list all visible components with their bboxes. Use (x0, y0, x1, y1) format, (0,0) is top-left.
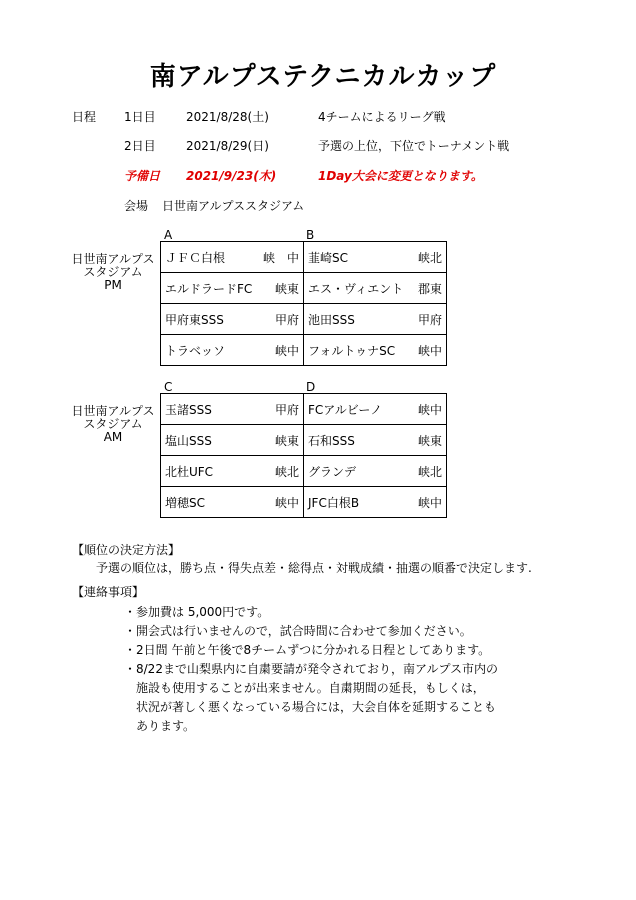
team-area: 峡中 (417, 402, 442, 417)
table-row (161, 242, 447, 273)
day1-label: 1日目 (124, 110, 156, 124)
team-area: 郡東 (417, 281, 442, 296)
team-name: 増穂SC (165, 495, 205, 510)
team-name: トラベッソ (165, 343, 226, 358)
am-groups-table (160, 393, 447, 518)
team-area: 峡東 (417, 433, 442, 448)
contact-item-cont: あります。 (136, 719, 196, 733)
table-row (161, 335, 447, 366)
team-name: 石和SSS (308, 433, 355, 448)
team-area: 峡中 (274, 495, 299, 510)
venue-name: 日世南アルプススタジアム (162, 199, 305, 213)
team-name: 塩山SSS (165, 433, 212, 448)
team-name: 甲府東SSS (165, 312, 224, 327)
team-area: 峡北 (417, 250, 442, 265)
reserve-day-desc: 1Day大会に変更となります。 (318, 169, 483, 183)
team-name: グランデ (308, 464, 357, 479)
contact-item-cont: 施設も使用することが出来ません。自粛期間の延長，もしくは， (136, 681, 485, 695)
table-row (161, 487, 447, 518)
day2-date: 2021/8/29(日) (186, 139, 269, 153)
group-b-label: B (306, 228, 315, 242)
team-area: 甲府 (417, 312, 442, 327)
team-area: 峡中 (274, 343, 299, 358)
contact-item: ・開会式は行いませんので，試合時間に合わせて参加ください。 (124, 624, 472, 638)
contact-item: ・参加費は 5,000円です。 (124, 605, 270, 619)
team-area: 甲府 (274, 312, 299, 327)
reserve-day-date: 2021/9/23(木) (186, 169, 277, 183)
table-row (161, 273, 447, 304)
day2-label: 2日目 (124, 139, 156, 153)
team-name: フォルトゥナSC (308, 343, 396, 358)
team-area: 峡 中 (262, 250, 299, 265)
table-row (161, 304, 447, 335)
day1-date: 2021/8/28(土) (186, 110, 269, 124)
team-area: 峡北 (274, 464, 299, 479)
day2-desc: 予選の上位，下位でトーナメント戦 (318, 139, 510, 153)
reserve-day-label: 予備日 (124, 169, 161, 183)
contact-item-cont: 状況が著しく悪くなっている場合には，大会自体を延期することも (136, 700, 497, 714)
team-area: 甲府 (274, 402, 299, 417)
table-row (161, 456, 447, 487)
page-title: 南アルプステクニカルカップ (149, 62, 497, 92)
team-name: 池田SSS (308, 312, 355, 327)
team-name: ＪＦＣ白根 (165, 250, 226, 265)
team-name: エルドラードFC (165, 281, 253, 296)
pm-groups-table (160, 241, 447, 366)
team-area: 峡中 (417, 343, 442, 358)
team-name: FCアルビーノ (308, 402, 383, 417)
group-d-label: D (306, 380, 316, 394)
team-area: 峡中 (417, 495, 442, 510)
ranking-text: 予選の順位は，勝ち点・得失点差・総得点・対戦成績・抽選の順番で決定します. (96, 561, 532, 575)
team-area: 峡北 (417, 464, 442, 479)
contact-item: ・2日間 午前と午後で8チームずつに分かれる日程としてあります。 (124, 643, 491, 657)
team-area: 峡東 (274, 281, 299, 296)
day1-desc: 4チームによるリーグ戦 (318, 110, 446, 124)
team-name: JFC白根B (308, 495, 360, 510)
contact-heading: 【連絡事項】 (72, 585, 145, 599)
venue-label: 会場 (124, 199, 149, 213)
am-venue-label: 日世南アルプス スタジアム AM (71, 404, 155, 444)
team-name: エス・ヴィエント (308, 281, 404, 296)
pm-venue-label: 日世南アルプス スタジアム PM (71, 252, 155, 292)
team-name: 韮崎SC (308, 250, 348, 265)
team-name: 玉諸SSS (165, 402, 212, 417)
table-row (161, 425, 447, 456)
schedule-label: 日程 (72, 110, 97, 124)
contact-item: ・8/22まで山梨県内に自粛要請が発令されており，南アルプス市内の (124, 662, 498, 676)
group-c-label: C (164, 380, 173, 394)
team-name: 北杜UFC (165, 464, 214, 479)
group-a-label: A (164, 228, 173, 242)
table-row (161, 394, 447, 425)
team-area: 峡東 (274, 433, 299, 448)
ranking-heading: 【順位の決定方法】 (72, 543, 181, 557)
